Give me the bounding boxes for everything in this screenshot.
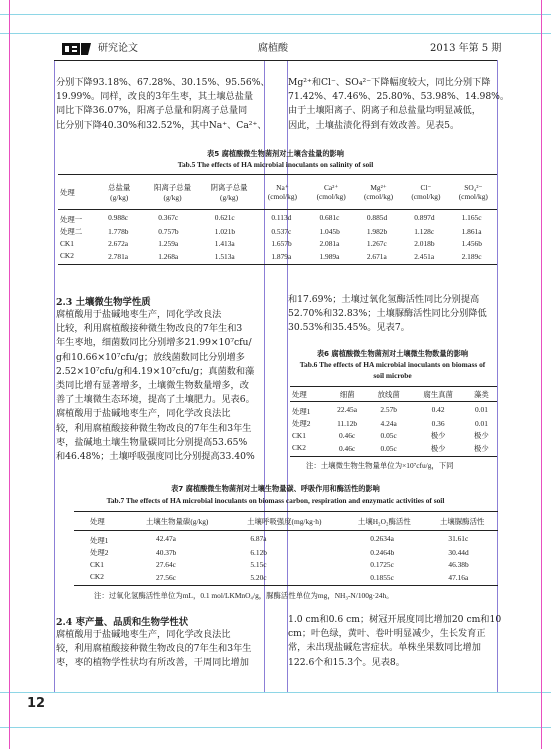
text-line: 年生枣地，细菌数同比分别增多21.99×10⁷cfu/ [56, 337, 252, 349]
table6-caption-cn: 表6 腐植酸微生物菌剂对土壤微生物数量的影响 [316, 349, 469, 358]
table-header-cell: 阳离子总量 (g/kg) [154, 183, 192, 202]
table-row: CK2 27.56c 5.20c 0.1855c 47.16a [74, 570, 498, 586]
table-header-cell: Na⁺ (cmol/kg) [267, 183, 297, 201]
table-header-cell: 放线菌 [377, 389, 400, 399]
table-row: CK2 0.46c 0.05c 极少 极少 [290, 441, 497, 457]
table-header-cell: 阴离子总量 (g/kg) [210, 183, 248, 202]
table-header-cell: 土壤H₂O₂酶活性 [357, 516, 411, 526]
table5 [58, 174, 497, 265]
table7-caption-en: Tab.7 The effects of HA microbial inoculants on biomass carbon, respiration and enzymatic activities of soil [106, 496, 445, 505]
text-line: 和46.48%；土壤呼吸强度同比分别提高33.40% [56, 450, 255, 462]
table-header-cell: 总盐量 (g/kg) [108, 183, 131, 202]
text-line: 比分别下降40.30%和32.52%，其中Na⁺、Ca²⁺、 [56, 119, 267, 131]
guide-line-top [0, 14, 551, 15]
guide-line-bottom [0, 692, 551, 693]
section-2-3-right-paragraph [288, 293, 487, 336]
header-issue: 2013 年第 5 期 [430, 43, 502, 54]
table-row: 处理2 40.37b 6.12b 0.2464b 30.44d [90, 547, 469, 557]
table-header-cell: 处理 [60, 187, 75, 197]
table7-note: 注：过氧化氢酶活性单位为mL，0.1 mol/LKMnO₄/g，脲酶活性单位为mg，NH₃-N/100g·24h。 [94, 591, 394, 600]
table-row: CK1 27.64c 5.15c 0.1725c 46.38b [90, 559, 469, 569]
table-row: CK2 2.781a 1.268a 1.513a 1.879a 1.989a 2.671a 2.451a 2.189c [58, 249, 497, 265]
table7 [74, 511, 498, 586]
table-header-cell: 腐生真菌 [423, 389, 453, 399]
table5-caption-en: Tab.5 The effects of HA microbial inoculants on salinity of soil [177, 160, 374, 169]
text-line: 比较，利用腐植酸接种微生物改良的7年生和3 [56, 323, 243, 335]
text-line: 同比下降36.07%，阳离子总量和阴离子总量同 [56, 105, 248, 117]
text-line: 腐植酸用于盐碱地枣生产，同化学改良法 [56, 309, 222, 320]
header-journal-title: 腐植酸 [258, 43, 288, 54]
guide-line-edge-left [9, 0, 10, 749]
text-line: 52.70%和32.83%；土壤脲酶活性同比分别降低 [288, 308, 487, 320]
text-line: 和17.69%；土壤过氧化氢酶活性同比分别提高 [288, 294, 480, 305]
table-header-cell: SO₄²⁻ (cmol/kg) [458, 183, 488, 201]
section-2-4-right-paragraph [288, 613, 501, 670]
guide-line-edge-right [541, 0, 542, 749]
text-line: Mg²⁺和Cl⁻、SO₄²⁻下降幅度较大，同比分别下降 [288, 77, 491, 88]
header-section-label: 研究论文 [98, 43, 138, 54]
text-line: 122.6个和15.3个。见表8。 [288, 656, 405, 668]
text-line: 因此，土壤盐渍化得到有效改善。见表5。 [288, 119, 460, 131]
table-row: 处理二 1.778b 0.757b 1.021b 0.537c 1.045b 1.982b 1.128c 1.861a [60, 226, 482, 236]
section-2-4-left-paragraph [56, 628, 251, 671]
table5-caption-cn: 表5 腐植酸微生物菌剂对土壤含盐量的影响 [207, 149, 344, 158]
journal-logo-icon [62, 40, 92, 58]
text-line: 枣，盐碱地土壤生物量碳同比分别提高53.65% [56, 436, 248, 448]
top-right-paragraph [288, 76, 509, 133]
text-line: 腐植酸用于盐碱地枣生产，同化学改良法比 [56, 408, 231, 420]
table-header-cell: 藻类 [474, 389, 489, 399]
section-2-3-heading: 2.3 土壤微生物学性质 [56, 297, 151, 308]
guide-line-bottom-outer [0, 727, 551, 728]
header-rule [54, 60, 497, 61]
section-2-3-left-paragraph [56, 308, 255, 464]
text-line: 较，利用腐植酸接种微生物改良的7年生和3年生 [56, 422, 252, 434]
table6-caption-en-line2: soil microbe [373, 371, 412, 380]
table-row: 处理1 22.45a 2.57b 0.42 0.01 [292, 405, 488, 416]
text-line: 枣，枣的植物学性状均有所改善，干周同比增加 [56, 657, 249, 669]
table-header-cell: 处理 [90, 516, 105, 526]
table6-caption-en: Tab.6 The effects of HA microbial inoculants on biomass of [299, 360, 486, 369]
table-header-cell: Mg²⁺ (cmol/kg) [363, 183, 394, 201]
text-line: cm；叶色绿，黄叶、卷叶明显减少，生长发育正 [288, 628, 486, 640]
text-line: 较，利用腐植酸接种微生物改良的7年生和3年生 [56, 643, 252, 655]
table-header-cell: 土壤脲酶活性 [440, 516, 485, 526]
table-row: CK1 2.672a 1.259a 1.413a 1.657b 2.081a 1.267c 2.018b 1.456b [60, 238, 482, 248]
guide-line-right [497, 60, 498, 692]
guide-line-top-inner [0, 33, 551, 34]
top-left-paragraph [56, 76, 270, 133]
text-line: 善了土壤微生态环境，提高了土壤肥力。见表6。 [56, 394, 255, 406]
table7-caption-cn: 表7 腐植酸微生物菌剂对土壤生物量碳、呼吸作用和酶活性的影响 [171, 484, 380, 493]
text-line: 分别下降93.18%、67.28%、30.15%、95.56%、 [56, 77, 270, 88]
text-line: 常，未出现盐碱危害症状。单株坐果数同比增加 [288, 642, 481, 654]
text-line: 30.53%和35.45%。见表7。 [288, 322, 410, 334]
table-row: 处理一 0.988c 0.367c 0.621c 0.113d 0.681c 0.885d 0.897d 1.165c [60, 213, 482, 224]
table-row: 处理1 42.47a 6.87a 0.2634a 31.61c [90, 534, 469, 545]
text-line: 71.42%、47.46%、25.80%、53.98%、14.98%。 [288, 91, 510, 103]
text-line: g和10.66×10⁷cfu/g；放线菌数同比分别增多 [56, 351, 245, 363]
table-header-cell: 土壤生物量碳(g/kg) [145, 516, 209, 526]
table-header-cell: 细菌 [339, 389, 355, 399]
table-header-cell: Cl⁻ (cmol/kg) [411, 183, 441, 201]
section-2-4-heading: 2.4 枣产量、品质和生物学性状 [56, 617, 189, 628]
text-line: 19.99%。同样，改良的3年生枣，其土壤总盐量 [56, 91, 254, 103]
text-line: 类同比增有显著增多，土壤微生物数量增多，改 [56, 379, 249, 391]
table-row: 处理2 11.12b 4.24a 0.36 0.01 [292, 418, 488, 428]
page-number: 12 [27, 696, 46, 711]
table-header-cell: 处理 [292, 389, 307, 399]
text-line: 由于土壤阳离子、阴离子和总盐量均明显减低， [288, 105, 481, 117]
table6 [290, 386, 497, 457]
text-line: 2.52×10⁷cfu/g和4.19×10⁷cfu/g；真菌数和藻 [56, 365, 255, 377]
table-header-cell: 土壤呼吸强度(mg/kg·h) [247, 516, 322, 526]
text-line: 腐植酸用于盐碱地枣生产，同化学改良法比 [56, 629, 231, 640]
text-line: 1.0 cm和0.6 cm；树冠开展度同比增加20 cm和10 [288, 614, 502, 625]
table-header-cell: Ca²⁺ (cmol/kg) [316, 183, 346, 201]
table6-note: 注：土壤微生物生物量单位为×10⁷cfu/g，下同 [306, 461, 454, 470]
table-row: CK1 0.46c 0.05c 极少 极少 [292, 430, 489, 440]
